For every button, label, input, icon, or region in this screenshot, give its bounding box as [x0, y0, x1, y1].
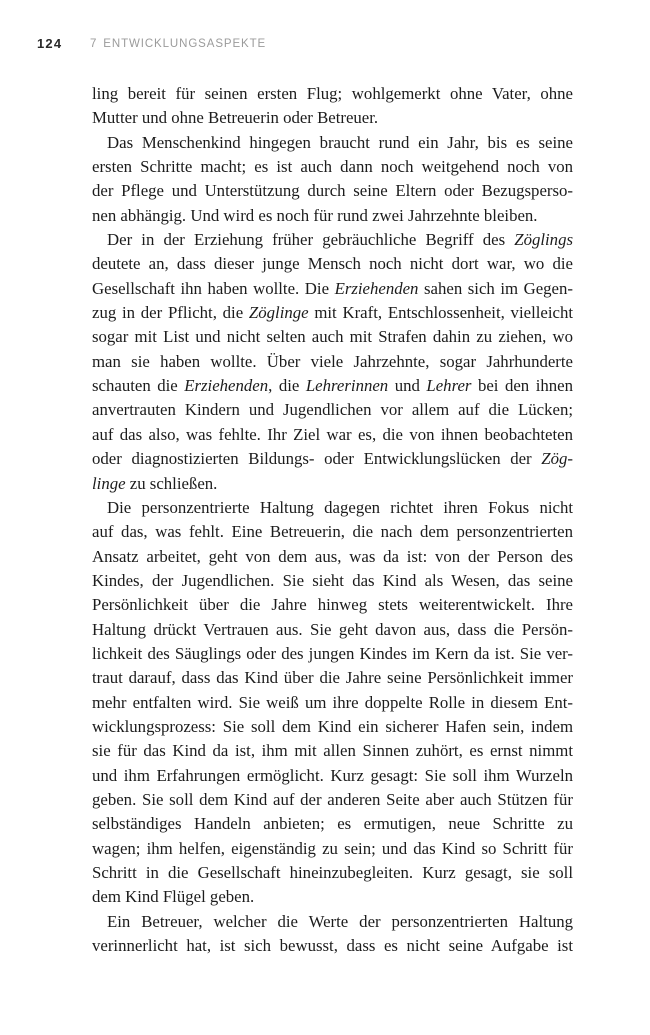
- body-text: [92, 82, 573, 958]
- text-run: Gesellschaft ihn haben wollte. Die: [92, 278, 335, 298]
- text-run: und: [388, 376, 427, 396]
- emphasis-text: Zög-: [541, 449, 573, 469]
- text-line: [92, 934, 573, 958]
- text-line: [92, 228, 573, 252]
- text-run: auf das also, was fehlte. Ihr Ziel war es, die von ihnen beobachteten: [92, 424, 573, 444]
- text-line: [92, 374, 573, 398]
- text-run: ersten Schritte macht; es ist auch dann noch weitgehend noch von: [92, 157, 573, 177]
- text-run: sie für das Kind da ist, ihm mit allen Sinnen zuhört, es ernst nimmt: [92, 741, 573, 761]
- text-run: dem Kind Flügel geben.: [92, 887, 255, 907]
- text-line: [92, 885, 573, 909]
- emphasis-text: Zöglinge: [248, 303, 309, 323]
- text-line: [92, 301, 573, 325]
- text-run: und ihm Erfahrungen ermöglicht. Kurz gesagt: Sie soll ihm Wurzeln: [92, 765, 573, 785]
- paragraph: [92, 228, 573, 496]
- text-line: [92, 472, 573, 496]
- text-run: Persönlichkeit über die Jahre hinweg stets weiterentwickelt. Ihre: [92, 595, 573, 615]
- text-line: [92, 569, 573, 593]
- text-line: [92, 788, 573, 812]
- paragraph: [92, 82, 573, 131]
- text-run: Schritt in die Gesellschaft hineinzubegleiten. Kurz gesagt, sie soll: [92, 863, 573, 882]
- text-line: [92, 350, 573, 374]
- text-run: deutete an, dass dieser junge Mensch noch nicht dort war, wo die: [92, 254, 573, 274]
- text-run: mit Kraft, Entschlossenheit, vielleicht: [308, 303, 573, 323]
- text-run: traut darauf, dass das Kind über die Jahre seine Persönlichkeit immer: [92, 668, 573, 688]
- text-run: Haltung drückt Vertrauen aus. Sie geht davon aus, dass die Persön-: [92, 619, 573, 639]
- text-line: [92, 496, 573, 520]
- emphasis-text: Erziehenden: [334, 278, 419, 298]
- text-line: [92, 715, 573, 739]
- text-line: [92, 593, 573, 617]
- text-run: Die personzentrierte Haltung dagegen richtet ihren Fokus nicht: [107, 497, 573, 517]
- text-run: selbständiges Handeln anbieten; es ermutigen, neue Schritte zu: [92, 814, 573, 834]
- text-run: zug in der Pflicht, die: [92, 303, 249, 323]
- text-run: man sie haben wollte. Über viele Jahrzehnte, sogar Jahrhunderte: [92, 351, 573, 371]
- text-line: [92, 642, 573, 666]
- text-line: [92, 618, 573, 642]
- text-run: geben. Sie soll dem Kind auf der anderen Seite aber auch Stützen für: [92, 789, 573, 809]
- paragraph: [92, 910, 573, 959]
- text-line: [92, 131, 573, 155]
- text-line: [92, 398, 573, 422]
- text-line: [92, 106, 573, 130]
- text-run: bei den ihnen: [471, 376, 573, 396]
- chapter-number: 7: [90, 38, 98, 50]
- text-run: Mutter und ohne Betreuerin oder Betreuer.: [92, 108, 379, 128]
- text-line: [92, 277, 573, 301]
- text-line: [92, 861, 573, 885]
- paragraph: [92, 131, 573, 228]
- chapter-heading: [90, 36, 266, 52]
- text-line: [92, 739, 573, 763]
- text-line: [92, 447, 573, 471]
- text-line: [92, 252, 573, 276]
- text-line: [92, 82, 573, 106]
- text-run: Der in der Erziehung früher gebräuchliche Begriff des: [107, 230, 515, 250]
- text-run: oder diagnostizierten Bildungs- oder Entwicklungslücken der: [92, 449, 542, 469]
- text-run: ling bereit für seinen ersten Flug; wohlgemerkt ohne Vater, ohne: [92, 84, 573, 103]
- text-run: nen abhängig. Und wird es noch für rund zwei Jahrzehnte bleiben.: [92, 205, 538, 225]
- text-run: zu schließen.: [125, 473, 218, 493]
- emphasis-text: Zöglings: [514, 230, 573, 250]
- text-run: wicklungsprozess: Sie soll dem Kind ein sicherer Hafen sein, indem: [92, 716, 573, 736]
- text-run: Kindes, der Jugendlichen. Sie sieht das Kind als Wesen, das seine: [92, 570, 573, 590]
- emphasis-text: Lehrerinnen: [305, 376, 389, 396]
- text-run: mehr entfalten wird. Sie weiß um ihre doppelte Rolle in diesem Ent-: [92, 692, 573, 712]
- paragraph: [92, 496, 573, 910]
- chapter-title: ENTWICKLUNGSASPEKTE: [103, 38, 267, 50]
- text-line: [92, 812, 573, 836]
- emphasis-text: linge: [92, 473, 126, 493]
- text-line: [92, 520, 573, 544]
- text-line: [92, 837, 573, 861]
- text-line: [92, 204, 573, 228]
- text-line: [92, 155, 573, 179]
- text-run: Ein Betreuer, welcher die Werte der personzentrierten Haltung: [107, 911, 573, 931]
- text-run: anvertrauten Kindern und Jugendlichen vor allem auf die Lücken;: [92, 400, 573, 420]
- text-run: sogar mit List und nicht selten auch mit Strafen dahin zu ziehen, wo: [92, 327, 573, 347]
- page-number: 124: [37, 36, 63, 51]
- text-run: verinnerlicht hat, ist sich bewusst, dass es nicht seine Aufgabe ist: [92, 936, 573, 956]
- text-line: [92, 423, 573, 447]
- emphasis-text: Erziehenden: [184, 376, 269, 396]
- text-run: der Pflege und Unterstützung durch seine Eltern oder Bezugsperso-: [92, 181, 573, 201]
- text-run: Das Menschenkind hingegen braucht rund ein Jahr, bis es seine: [107, 132, 573, 152]
- text-line: [92, 545, 573, 569]
- text-line: [92, 691, 573, 715]
- text-run: , die: [268, 376, 306, 396]
- text-line: [92, 910, 573, 934]
- text-run: sahen sich im Gegen-: [418, 278, 573, 298]
- text-line: [92, 666, 573, 690]
- text-run: Ansatz arbeitet, geht von dem aus, was da ist: von der Person des: [92, 546, 573, 566]
- text-line: [92, 325, 573, 349]
- text-line: [92, 179, 573, 203]
- text-run: wagen; ihm helfen, eigenständig zu sein; und das Kind so Schritt für: [92, 838, 573, 858]
- text-run: auf das, was fehlt. Eine Betreuerin, die nach dem personzentrierten: [92, 522, 573, 542]
- text-run: schauten die: [92, 376, 185, 396]
- text-run: lichkeit des Säuglings oder des jungen Kindes im Kern da ist. Sie ver-: [92, 643, 573, 663]
- emphasis-text: Lehrer: [426, 376, 472, 396]
- text-line: [92, 764, 573, 788]
